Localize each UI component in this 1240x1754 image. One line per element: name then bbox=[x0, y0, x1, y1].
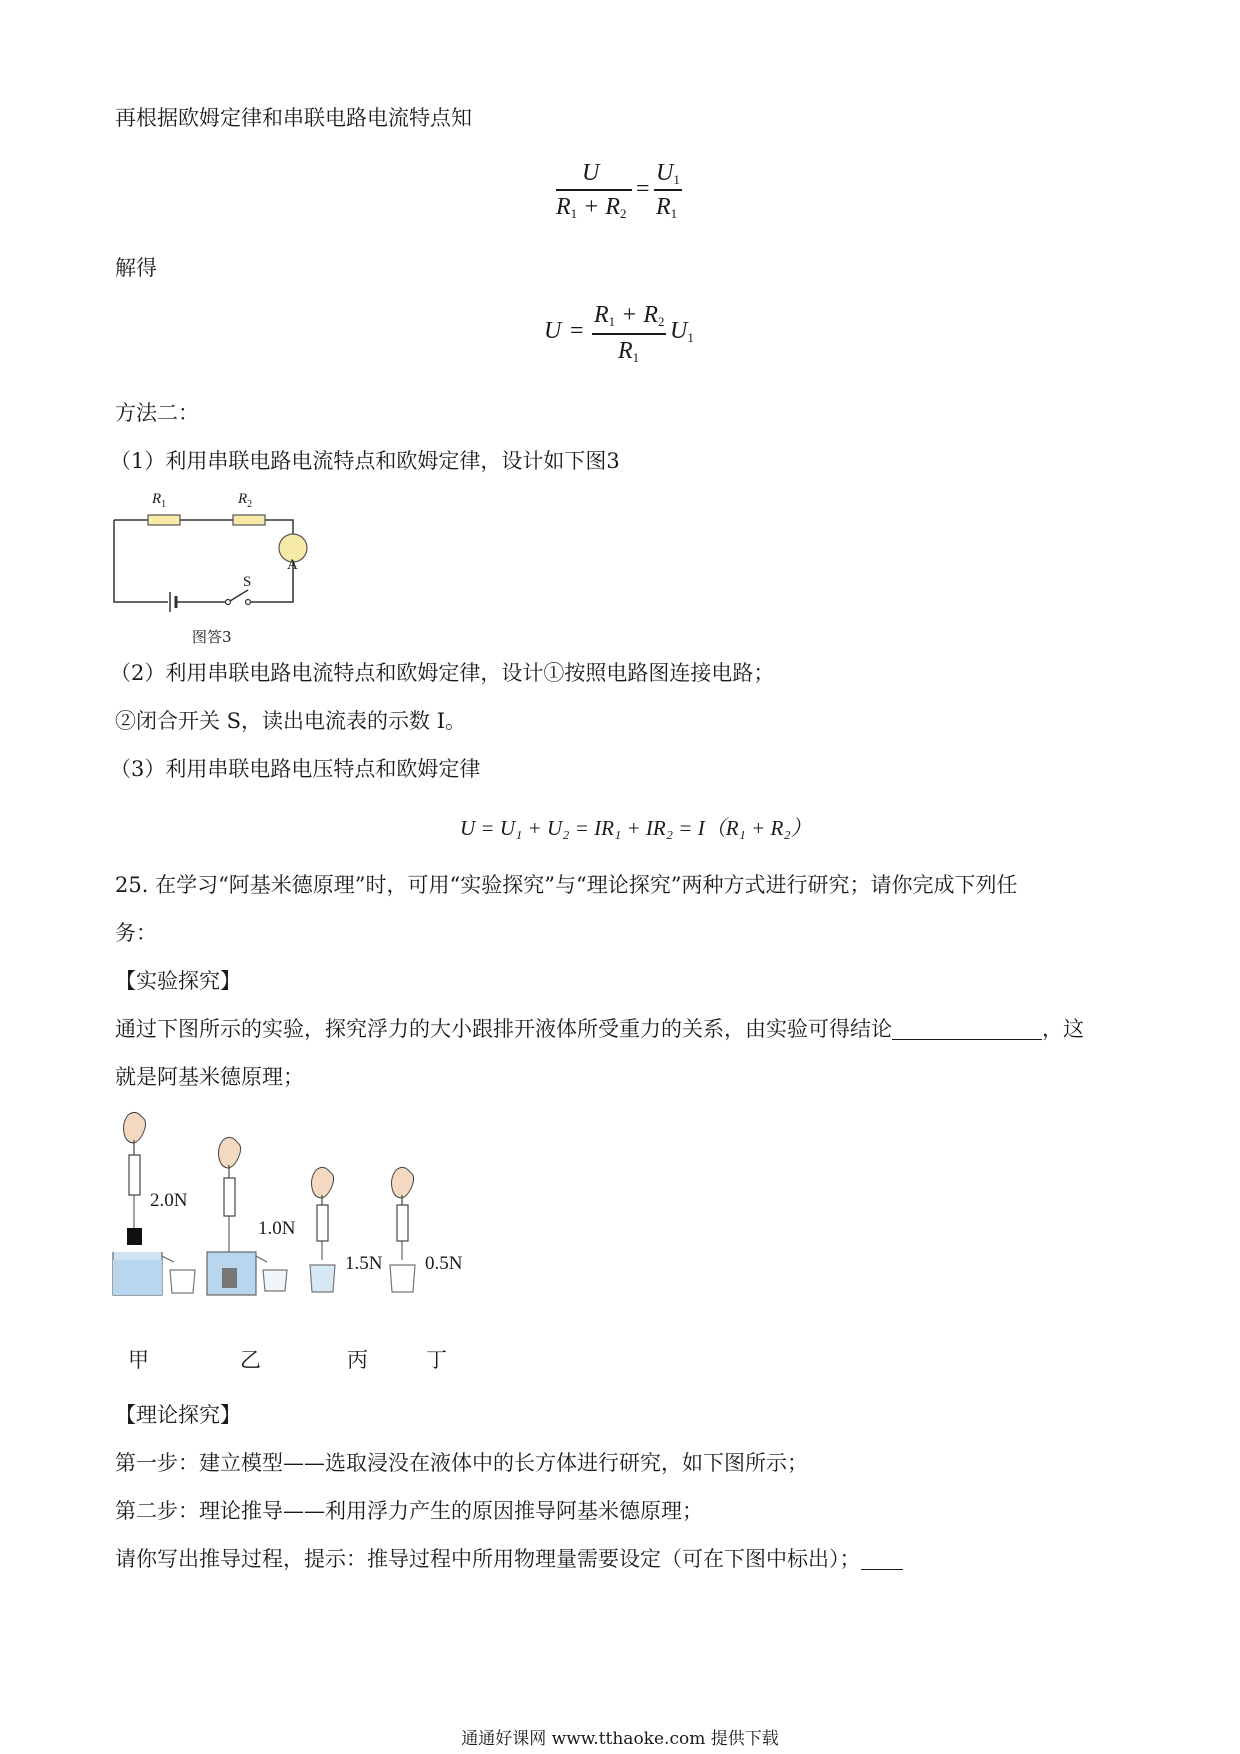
label-bing: 丙 bbox=[347, 1348, 368, 1372]
small-bucket bbox=[170, 1270, 195, 1293]
reading-bing: 1.5N bbox=[345, 1253, 383, 1274]
step3-text: （3）利用串联电路电压特点和欧姆定律 bbox=[110, 757, 481, 781]
step2b-text: ②闭合开关 S，读出电流表的示数 I。 bbox=[115, 709, 467, 733]
r2-subscript: 2 bbox=[247, 499, 253, 510]
experiment-text-1 bbox=[115, 1014, 1084, 1044]
hand-icon bbox=[124, 1112, 146, 1143]
intro-text: 再根据欧姆定律和串联电路电流特点知 bbox=[115, 106, 472, 130]
hand-icon bbox=[312, 1167, 334, 1198]
setup-yi bbox=[207, 1137, 287, 1295]
r1-label bbox=[152, 491, 166, 510]
experiment-text-2: 就是阿基米德原理； bbox=[115, 1065, 304, 1089]
setup-bing bbox=[310, 1167, 335, 1292]
q25-line2: 务： bbox=[115, 921, 157, 945]
ammeter-label: A bbox=[287, 557, 298, 573]
step1-text: （1）利用串联电路电流特点和欧姆定律，设计如下图3 bbox=[110, 449, 620, 473]
resistor-r1 bbox=[148, 515, 180, 525]
label-ding: 丁 bbox=[426, 1348, 447, 1372]
q25-line1: 25. 在学习“阿基米德原理”时，可用“实验探究”与“理论探究”两种方式进行研究；请你完成下列任 bbox=[115, 873, 1018, 897]
label-jia: 甲 bbox=[128, 1348, 149, 1372]
r2-letter: R bbox=[238, 491, 248, 507]
answer-blank-conclusion[interactable] bbox=[892, 1017, 1042, 1040]
setup-ding bbox=[390, 1167, 415, 1292]
r1-letter: R bbox=[152, 491, 162, 507]
reading-jia: 2.0N bbox=[150, 1190, 188, 1211]
theory-step2: 第二步：理论推导——利用浮力产生的原因推导阿基米德原理； bbox=[115, 1499, 703, 1523]
small-bucket-empty bbox=[390, 1265, 415, 1292]
resistor-r2 bbox=[233, 515, 265, 525]
small-bucket bbox=[263, 1270, 287, 1291]
object-block-submerged bbox=[222, 1268, 237, 1288]
theory-step1: 第一步：建立模型——选取浸没在液体中的长方体进行研究，如下图所示； bbox=[115, 1451, 808, 1475]
theory-ask-text: 请你写出推导过程，提示：推导过程中所用物理量需要设定（可在下图中标出）； bbox=[115, 1547, 861, 1571]
object-block bbox=[127, 1228, 142, 1245]
experiment-text-1b: ，这 bbox=[1042, 1017, 1084, 1041]
method2-text: 方法二： bbox=[115, 401, 199, 425]
spring-scale bbox=[317, 1205, 328, 1241]
experiment-heading: 【实验探究】 bbox=[115, 969, 241, 993]
spring-scale bbox=[129, 1155, 140, 1195]
step2-text: （2）利用串联电路电流特点和欧姆定律，设计①按照电路图连接电路； bbox=[110, 661, 775, 685]
page-footer: 通通好课网 www.tthaoke.com 提供下载 bbox=[461, 1729, 779, 1749]
switch-label: S bbox=[243, 574, 252, 590]
hand-icon bbox=[392, 1167, 414, 1198]
equation-3: U = U₁ + U₂ = IR₁ + IR₂ = I（R₁ + R₂） bbox=[460, 816, 812, 840]
experiment-text-1a: 通过下图所示的实验，探究浮力的大小跟排开液体所受重力的关系，由实验可得结论 bbox=[115, 1017, 892, 1041]
hand-icon bbox=[219, 1137, 241, 1168]
theory-ask bbox=[115, 1544, 903, 1574]
switch-icon bbox=[230, 590, 248, 601]
label-yi: 乙 bbox=[240, 1348, 261, 1372]
reading-yi: 1.0N bbox=[258, 1218, 296, 1239]
small-bucket-with-water bbox=[310, 1265, 335, 1292]
solve-text: 解得 bbox=[115, 256, 157, 280]
answer-blank-derivation[interactable] bbox=[861, 1547, 903, 1570]
spring-scale bbox=[397, 1205, 408, 1241]
r2-label bbox=[238, 491, 252, 510]
theory-heading: 【理论探究】 bbox=[115, 1403, 241, 1427]
r1-subscript: 1 bbox=[161, 499, 167, 510]
experiment-figure bbox=[110, 1110, 530, 1360]
circuit-caption: 图答3 bbox=[192, 628, 232, 646]
spring-scale bbox=[224, 1178, 235, 1216]
reading-ding: 0.5N bbox=[425, 1253, 463, 1274]
